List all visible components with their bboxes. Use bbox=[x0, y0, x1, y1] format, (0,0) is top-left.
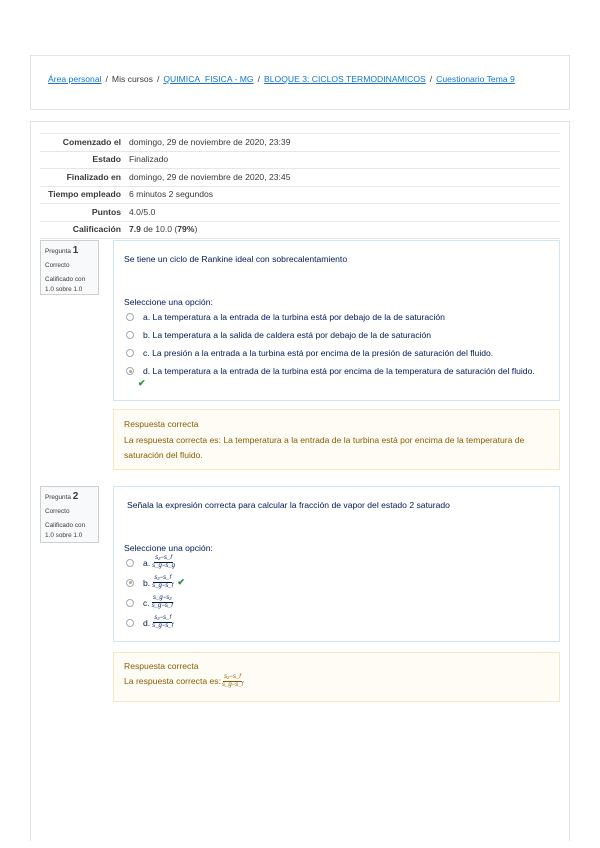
question-number: 1 bbox=[72, 245, 79, 256]
answer-option[interactable] bbox=[126, 312, 445, 322]
summary-label: Finalizado en bbox=[40, 169, 125, 187]
feedback-text bbox=[124, 674, 549, 689]
summary-label: Puntos bbox=[40, 204, 125, 222]
question-label: Pregunta bbox=[45, 248, 71, 255]
feedback-text: La respuesta correcta es: La temperatura a la entrada de la turbina está por encima de la temperatura de saturación del fluido. bbox=[124, 435, 525, 460]
attempt-summary-table bbox=[40, 133, 560, 239]
feedback-title: Respuesta correcta bbox=[124, 661, 199, 671]
option-label: b. bbox=[143, 577, 151, 588]
question-2-formulation bbox=[113, 486, 560, 642]
summary-value: domingo, 29 de noviembre de 2020, 23:45 bbox=[125, 169, 560, 187]
answer-option[interactable] bbox=[126, 330, 431, 340]
breadcrumb-area-personal[interactable]: Área personal bbox=[48, 74, 102, 84]
breadcrumb-separator: / bbox=[257, 74, 261, 84]
breadcrumb-section[interactable]: BLOQUE 3: CICLOS TERMODINAMICOS bbox=[264, 74, 426, 84]
grade-score: 7.9 bbox=[129, 224, 141, 234]
summary-row-state bbox=[40, 151, 560, 169]
formula-numerator: s₂−s_f bbox=[154, 615, 172, 621]
formula-numerator: s₂−s_f bbox=[154, 575, 172, 581]
option-label: b. La temperatura a la salida de caldera está por debajo de la de saturación bbox=[143, 330, 432, 340]
summary-value: 6 minutos 2 segundos bbox=[125, 186, 560, 204]
formula-denominator: s_g−s_f bbox=[221, 682, 244, 688]
option-label: d. bbox=[143, 617, 151, 628]
question-1-info bbox=[40, 240, 99, 295]
grade-out-of: de 10.0 ( bbox=[140, 224, 178, 234]
option-label: d. La temperatura a la entrada de la turbina está por encima de la temperatura de saturación del fluido. bbox=[143, 366, 535, 376]
question-label: Pregunta bbox=[45, 494, 71, 501]
breadcrumb-mis-cursos: Mis cursos bbox=[111, 74, 153, 84]
feedback-prefix: La respuesta correcta es: bbox=[124, 676, 221, 687]
breadcrumb-card bbox=[30, 55, 570, 110]
question-state: Correcto bbox=[45, 507, 70, 515]
breadcrumb-course[interactable]: QUIMICA_FISICA - MG bbox=[163, 74, 254, 84]
radio-button[interactable] bbox=[126, 313, 134, 321]
answer-prompt: Seleccione una opción: bbox=[124, 543, 213, 553]
option-label: a. La temperatura a la entrada de la turbina está por debajo de la de saturación bbox=[143, 312, 445, 322]
summary-label: Estado bbox=[40, 151, 125, 169]
option-label: c. La presión a la entrada a la turbina está por encima de la presión de saturación del fluido. bbox=[143, 348, 494, 358]
question-grade: Calificado con 1.0 sobre 1.0 bbox=[45, 522, 86, 539]
summary-row-started bbox=[40, 134, 560, 152]
breadcrumb-separator: / bbox=[105, 74, 108, 84]
question-1-formulation bbox=[113, 240, 560, 401]
feedback-formula bbox=[222, 674, 243, 689]
formula-denominator: s_g−s_f bbox=[152, 623, 174, 629]
radio-button[interactable] bbox=[126, 331, 134, 339]
radio-button[interactable] bbox=[126, 599, 134, 607]
summary-value bbox=[125, 221, 560, 239]
summary-label: Comenzado el bbox=[40, 134, 125, 152]
formula-numerator: s₂−s_f bbox=[224, 674, 241, 680]
feedback-title: Respuesta correcta bbox=[124, 419, 199, 429]
question-text: Señala la expresión correcta para calcular la fracción de vapor del estado 2 saturado bbox=[127, 500, 450, 510]
breadcrumb-quiz[interactable]: Cuestionario Tema 9 bbox=[436, 74, 515, 84]
summary-row-points bbox=[40, 204, 560, 222]
question-1-feedback bbox=[113, 409, 560, 470]
breadcrumb-separator: / bbox=[429, 74, 433, 84]
radio-button[interactable] bbox=[126, 349, 134, 357]
radio-button[interactable] bbox=[126, 619, 134, 627]
summary-value: domingo, 29 de noviembre de 2020, 23:39 bbox=[125, 134, 560, 152]
question-2-info bbox=[40, 486, 99, 543]
answer-option[interactable] bbox=[126, 348, 493, 358]
formula-denominator: s_g−s_f bbox=[152, 583, 174, 589]
breadcrumb bbox=[48, 74, 515, 84]
formula-numerator: s_g−s₂ bbox=[153, 595, 172, 601]
question-grade: Calificado con 1.0 sobre 1.0 bbox=[45, 276, 86, 293]
check-icon: ✔ bbox=[177, 577, 185, 587]
radio-button[interactable] bbox=[126, 559, 134, 567]
formula-denominator: s_g−s_f bbox=[151, 603, 173, 609]
summary-row-finished bbox=[40, 169, 560, 187]
question-2-feedback bbox=[113, 652, 560, 702]
question-state: Correcto bbox=[45, 261, 70, 269]
summary-label: Calificación bbox=[40, 221, 125, 239]
question-number: 2 bbox=[72, 491, 79, 502]
option-label: a. bbox=[143, 557, 151, 568]
option-formula bbox=[152, 615, 173, 630]
answer-option-selected[interactable] bbox=[126, 575, 185, 590]
option-label: c. bbox=[143, 597, 150, 608]
answer-option[interactable] bbox=[126, 615, 173, 630]
question-text: Se tiene un ciclo de Rankine ideal con sobrecalentamiento bbox=[124, 254, 348, 264]
radio-button-checked[interactable] bbox=[126, 367, 134, 375]
radio-button-checked[interactable] bbox=[126, 579, 134, 587]
summary-value: Finalizado bbox=[125, 151, 560, 169]
check-icon: ✔ bbox=[138, 378, 146, 388]
summary-row-grade bbox=[40, 221, 560, 239]
answer-option-selected[interactable] bbox=[126, 366, 535, 376]
summary-row-time bbox=[40, 186, 560, 204]
formula-denominator: s_g−s_g bbox=[152, 563, 176, 569]
summary-label: Tiempo empleado bbox=[40, 186, 125, 204]
option-formula bbox=[152, 595, 173, 610]
answer-prompt: Seleccione una opción: bbox=[124, 297, 213, 307]
grade-percent: 79% bbox=[177, 224, 195, 234]
breadcrumb-separator: / bbox=[156, 74, 160, 84]
summary-value: 4.0/5.0 bbox=[125, 204, 560, 222]
answer-option[interactable] bbox=[126, 595, 173, 610]
option-formula bbox=[152, 575, 173, 590]
answer-option[interactable] bbox=[126, 555, 175, 570]
option-formula bbox=[152, 555, 175, 570]
grade-close: ) bbox=[194, 224, 198, 234]
formula-numerator: s₂−s_f bbox=[155, 555, 172, 561]
